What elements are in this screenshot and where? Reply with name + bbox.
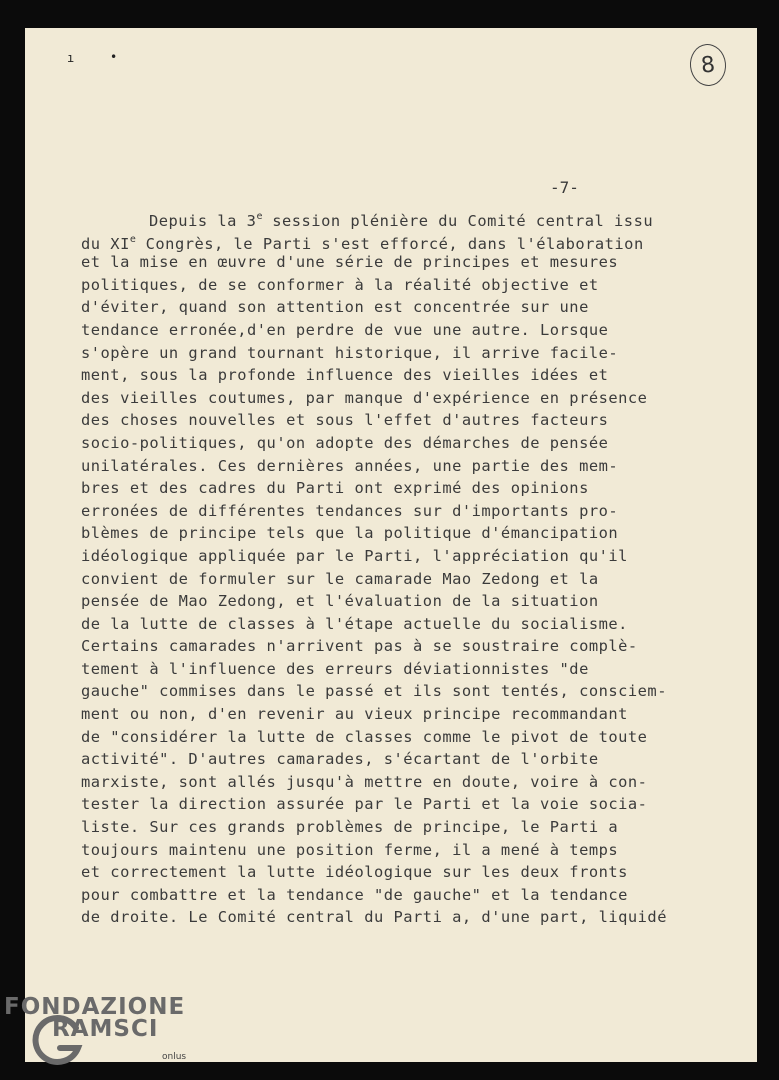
handwritten-page-number: 8 bbox=[688, 42, 728, 88]
text-line: politiques, de se conformer à la réalité objective et bbox=[81, 275, 599, 294]
text-line: tendance erronée,d'en perdre de vue une autre. Lorsque bbox=[81, 320, 609, 339]
text-line: pour combattre et la tendance "de gauche" et la tendance bbox=[81, 885, 628, 904]
text-line: s'opère un grand tournant historique, il arrive facile- bbox=[81, 343, 619, 362]
text-line: unilatérales. Ces dernières années, une partie des mem- bbox=[81, 456, 619, 475]
text-line: activité". D'autres camarades, s'écartant de l'orbite bbox=[81, 750, 599, 769]
text-line: toujours maintenu une position ferme, il a mené à temps bbox=[81, 840, 619, 859]
text-line: de "considérer la lutte de classes comme le pivot de toute bbox=[81, 727, 648, 746]
text-line: et la mise en œuvre d'une série de principes et mesures bbox=[81, 253, 619, 272]
text-line: ment ou non, d'en revenir au vieux principe recommandant bbox=[81, 705, 628, 724]
text-line: et correctement la lutte idéologique sur les deux fronts bbox=[81, 863, 628, 882]
text-line: liste. Sur ces grands problèmes de principe, le Parti a bbox=[81, 818, 619, 837]
text-line: bres et des cadres du Parti ont exprimé des opinions bbox=[81, 479, 589, 498]
text-line: de la lutte de classes à l'étape actuelle du socialisme. bbox=[81, 614, 628, 633]
punch-mark: ı bbox=[67, 51, 75, 65]
text-line: socio-politiques, qu'on adopte des démarches de pensée bbox=[81, 433, 609, 452]
text-line: de droite. Le Comité central du Parti a, d'une part, liquidé bbox=[81, 908, 667, 927]
text-line: erronées de différentes tendances sur d'importants pro- bbox=[81, 501, 619, 520]
text-line: du XIe Congrès, le Parti s'est efforcé, dans l'élaboration bbox=[81, 233, 644, 253]
watermark-line-1: FONDAZIONE bbox=[4, 994, 186, 1020]
text-line: tester la direction assurée par le Parti et la voie socia- bbox=[81, 795, 648, 814]
text-line: d'éviter, quand son attention est concentrée sur une bbox=[81, 298, 589, 317]
document-page bbox=[25, 28, 757, 1062]
text-line: Certains camarades n'arrivent pas à se soustraire complè- bbox=[81, 637, 638, 656]
text-line: convient de formuler sur le camarade Mao Zedong et la bbox=[81, 569, 599, 588]
text-line: tement à l'influence des erreurs déviationnistes "de bbox=[81, 659, 589, 678]
text-line: des choses nouvelles et sous l'effet d'autres facteurs bbox=[81, 411, 609, 430]
fondazione-gramsci-watermark bbox=[4, 994, 204, 1076]
text-line: pensée de Mao Zedong, et l'évaluation de la situation bbox=[81, 592, 599, 611]
watermark-line-2: RAMSCI bbox=[52, 1016, 159, 1042]
typed-page-number: -7- bbox=[550, 178, 579, 197]
watermark-suffix: onlus bbox=[162, 1052, 187, 1062]
text-line: Depuis la 3e session plénière du Comité central issu bbox=[149, 211, 654, 230]
text-line: idéologique appliquée par le Parti, l'appréciation qu'il bbox=[81, 546, 628, 565]
punch-mark: • bbox=[110, 50, 118, 64]
text-line: ment, sous la profonde influence des vieilles idées et bbox=[81, 366, 609, 385]
typed-text-block bbox=[81, 206, 741, 929]
text-line: gauche" commises dans le passé et ils sont tentés, consciem- bbox=[81, 682, 667, 701]
text-line: blèmes de principe tels que la politique d'émancipation bbox=[81, 524, 619, 543]
text-line: des vieilles coutumes, par manque d'expérience en présence bbox=[81, 388, 648, 407]
text-line: marxiste, sont allés jusqu'à mettre en doute, voire à con- bbox=[81, 772, 648, 791]
